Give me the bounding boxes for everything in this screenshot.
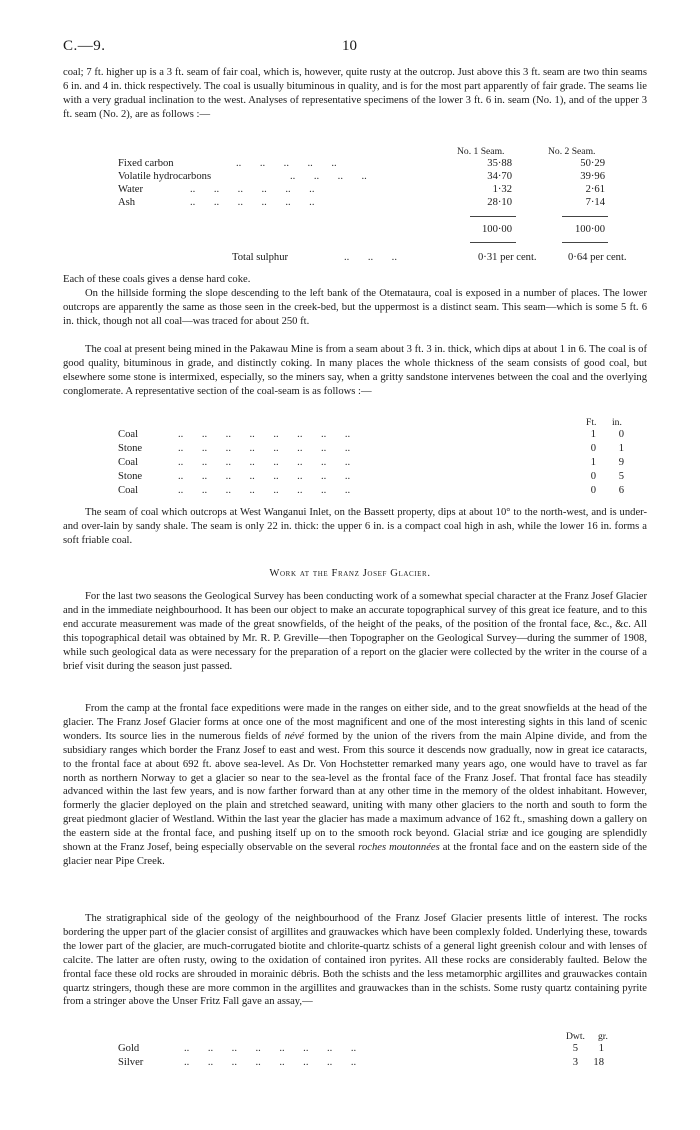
assay-gr-header: gr. [598, 1031, 608, 1042]
assay-dwt-header: Dwt. [566, 1031, 585, 1042]
section-row-in: 6 [618, 485, 624, 496]
analysis-total-v2: 100·00 [574, 224, 605, 235]
wanganui-paragraph: The seam of coal which outcrops at West Wanganui Inlet, on the Bassett property, dips at about 10° to the north-west, and is under- and over-lain by sandy shale. The seam is only 22 in. thick: the upper 6 in. is a compact coal high in ash, while the lower 16 in. forms a soft friable coal. [63, 507, 647, 546]
analysis-row-label: Ash [118, 197, 136, 208]
analysis-row-v2: 39·96 [580, 171, 605, 182]
leader-dots: .. .. .. .. .. .. .. .. [178, 443, 351, 454]
leader-dots: .. .. .. .. .. .. .. .. [184, 1057, 357, 1068]
intro-paragraph: coal; 7 ft. higher up is a 3 ft. seam of fair coal, which is, however, quite rusty at the outcrop. Just above this 3 ft. seam are two thin seams 6 in. and 4 in. thick respectively. The coal is usually bituminous in quality, and is for the most part apparently of fair grade. The seams lie with a very gradual inclination to the west. Analyses of representative specimens of the lower 3 ft. 6 in. seam (No. 1), and of the upper 3 ft. seam (No. 2), are as follows :— [63, 67, 647, 120]
sum-rule [562, 216, 608, 217]
assay-row-label: Gold [118, 1043, 140, 1054]
section-row-in: 1 [618, 443, 624, 454]
analysis-row-v1: 1·32 [492, 184, 512, 195]
section-row [0, 485, 700, 499]
analysis-row-v2: 7·14 [585, 197, 605, 208]
section-row-label: Stone [118, 443, 143, 454]
sulphur-v1: 0·31 per cent. [478, 252, 537, 263]
section-row [0, 443, 700, 457]
leader-dots: .. .. .. .. .. .. .. .. [178, 457, 351, 468]
section-row-in: 9 [618, 457, 624, 468]
assay-row-dwt: 3 [572, 1057, 578, 1068]
leader-dots: .. .. .. .. .. .. .. .. [178, 471, 351, 482]
analysis-row-label: Volatile hydrocarbons [118, 171, 212, 182]
glacier-paragraph-2 [63, 702, 647, 869]
sum-rule [562, 242, 608, 243]
analysis-row-v1: 34·70 [487, 171, 512, 182]
section-ft-header: Ft. [586, 417, 597, 428]
analysis-row-v1: 28·10 [487, 197, 512, 208]
glacier-paragraph-1: For the last two seasons the Geological Survey has been conducting work of a somewhat special character at the Franz Josef Glacier and in the immediate neighbourhood. It has been our object to make an accurate topographical survey of this great ice feature, and to this end accurate measurement was made of the great snowfields, of the height of the peaks, of the position of the frontal face, &c., &c. All this topographical detail was obtained by Mr. R. P. Greville—then Topographer on the Geological Survey—during the summer of 1908, while such geological data as were necessary for the preparation of a report on the glacier were collected by the writer in the course of a brief visit during the season just passed. [63, 591, 647, 672]
hillside-paragraph: On the hillside forming the slope descending to the left bank of the Otemataura, coal is exposed in a number of places. The lower outcrops are apparently the same as those seen in the creek-bed, but the uppermost is a distinct seam. This seam—which is some 5 ft. 6 in. thick, though not all coal—was traced for about 250 ft. [63, 288, 647, 327]
assay-row-gr: 18 [593, 1057, 604, 1068]
pakawau-paragraph: The coal at present being mined in the Pakawau Mine is from a seam about 3 ft. 3 in. thick, which dips at about 1 in 6. The coal is of good quality, bituminous in grade, and distinctly coking. In many places the whole thickness of the seam consists of good coal, but elsewhere some stone is intermixed, especially, so the miners say, when a gritty sandstone intervenes between the coal and the overlying conglomerate. A representative section of the coal-seam is as follows :— [63, 344, 647, 397]
analysis-row-label: Fixed carbon [118, 158, 174, 169]
analysis-row [0, 171, 700, 185]
leader-dots: .. .. .. .. .. .. .. .. [178, 429, 351, 440]
section-row [0, 457, 700, 471]
analysis-col2-header: No. 2 Seam. [548, 146, 596, 157]
sulphur-v2: 0·64 per cent. [568, 252, 627, 263]
section-row-ft: 0 [590, 443, 596, 454]
section-row-label: Coal [118, 485, 139, 496]
coke-paragraph: Each of these coals gives a dense hard coke. [63, 274, 251, 285]
section-row-ft: 0 [590, 471, 596, 482]
leader-dots: .. .. .. .. .. [236, 158, 337, 169]
section-row [0, 471, 700, 485]
section-row-ft: 1 [590, 429, 596, 440]
section-row-label: Coal [118, 429, 139, 440]
analysis-row [0, 184, 700, 198]
analysis-total-row [0, 224, 700, 238]
sulphur-label: Total sulphur [232, 252, 289, 263]
section-row-label: Coal [118, 457, 139, 468]
leader-dots: .. .. .. .. .. .. [190, 197, 315, 208]
leader-dots: .. .. .. [344, 252, 397, 263]
sulphur-row [0, 252, 700, 266]
leader-dots: .. .. .. .. .. .. .. .. [178, 485, 351, 496]
assay-row-label: Silver [118, 1057, 144, 1068]
leader-dots: .. .. .. .. .. .. .. .. [184, 1043, 357, 1054]
section-in-header: in. [612, 417, 622, 428]
leader-dots: .. .. .. .. .. .. [190, 184, 315, 195]
assay-row-gr: 1 [598, 1043, 604, 1054]
assay-row-dwt: 5 [572, 1043, 578, 1054]
assay-row [0, 1057, 700, 1071]
glacier-paragraph-2-part-2: formed by the union of the rivers from the main Alpine divide, and from the subsidiary ranges which border the Franz Josef to east and west. From this source it descends now gradually, now in great ice cataracts, to the frontal face at about 692 ft. above sea-level. As Dr. Von Hochstetter remarked many years ago, one would have to travel as far north as northern Norway to get a glacier so near to the sea-level as the frontal face of the Franz Josef. That frontal face has steadily advanced within the last few years, and is now farther forward than at any other time in the memory of the oldest inhabitant. However, formerly the glacier deployed on the plain and stretched seaward, uniting with many other glaciers to the north and south to form the great piedmont glacier of Westland. Within the last year the glacier has made a maximum advance of 162 ft., smashing down a gallery on the eastern side at the frontal face, and pushing itself up on to the smooth rock beyond. Glacial striæ and ice gouging are splendidly shown at the Franz Josef, being especially observable on the several [63, 730, 648, 854]
glacier-paragraph-2-part-3: at the frontal face and on the eastern side of the glacier near Pipe Creek. [63, 842, 647, 867]
section-row-ft: 1 [590, 457, 596, 468]
section-heading: Work at the Franz Josef Glacier. [269, 568, 431, 579]
page-number: 10 [342, 38, 357, 54]
report-series-code: C.—9. [63, 38, 106, 54]
glacier-paragraph-2-part-1: From the camp at the frontal face expeditions were made in the ranges on either side, and to the great snowfields at the head of the glacier. The Franz Josef Glacier forms at once one of the most magnificent and one of the most interesting sights in this land of scenic wonders. Its source lies in the numerous fields of [63, 703, 647, 742]
section-row-in: 5 [618, 471, 624, 482]
analysis-row-v2: 50·29 [580, 158, 605, 169]
analysis-total-v1: 100·00 [481, 224, 512, 235]
analysis-row [0, 158, 700, 172]
neve-term: névé [284, 730, 304, 742]
sum-rule [470, 216, 516, 217]
leader-dots: .. .. .. .. [290, 171, 367, 182]
analysis-row-v1: 35·88 [487, 158, 512, 169]
sum-rule [470, 242, 516, 243]
analysis-col1-header: No. 1 Seam. [457, 146, 505, 157]
analysis-row-v2: 2·61 [585, 184, 605, 195]
analysis-row-label: Water [118, 184, 144, 195]
section-row-ft: 0 [590, 485, 596, 496]
section-row [0, 429, 700, 443]
assay-row [0, 1043, 700, 1057]
section-row-in: 0 [618, 429, 624, 440]
glacier-paragraph-3: The stratigraphical side of the geology of the neighbourhood of the Franz Josef Glacier presents little of interest. The rocks bordering the upper part of the glacier consist of argillites and grauwackes which have been complexly folded. Underlying these, towards the lower part of the glacier, are much-corrugated biotite and chlorite-quartz schists of a general light greenish colour and with lenses of calcite. The latter are often rusty, owing to the oxidation of contained iron pyrites. All these rocks are considerably faulted. Below the frontal face these old rocks are shrouded in morainic débris. Both the schists and the less metamorphic argillites and grauwackes contain quartz stringers, though these are more common in the argillites and grauwackes than in the schists. Some rusty quartz containing pyrite from a stringer above the Unser Fritz Fall gave an assay,— [63, 913, 647, 1008]
roches-moutonnees-term: roches moutonnées [358, 842, 440, 854]
section-row-label: Stone [118, 471, 143, 482]
analysis-row [0, 197, 700, 211]
